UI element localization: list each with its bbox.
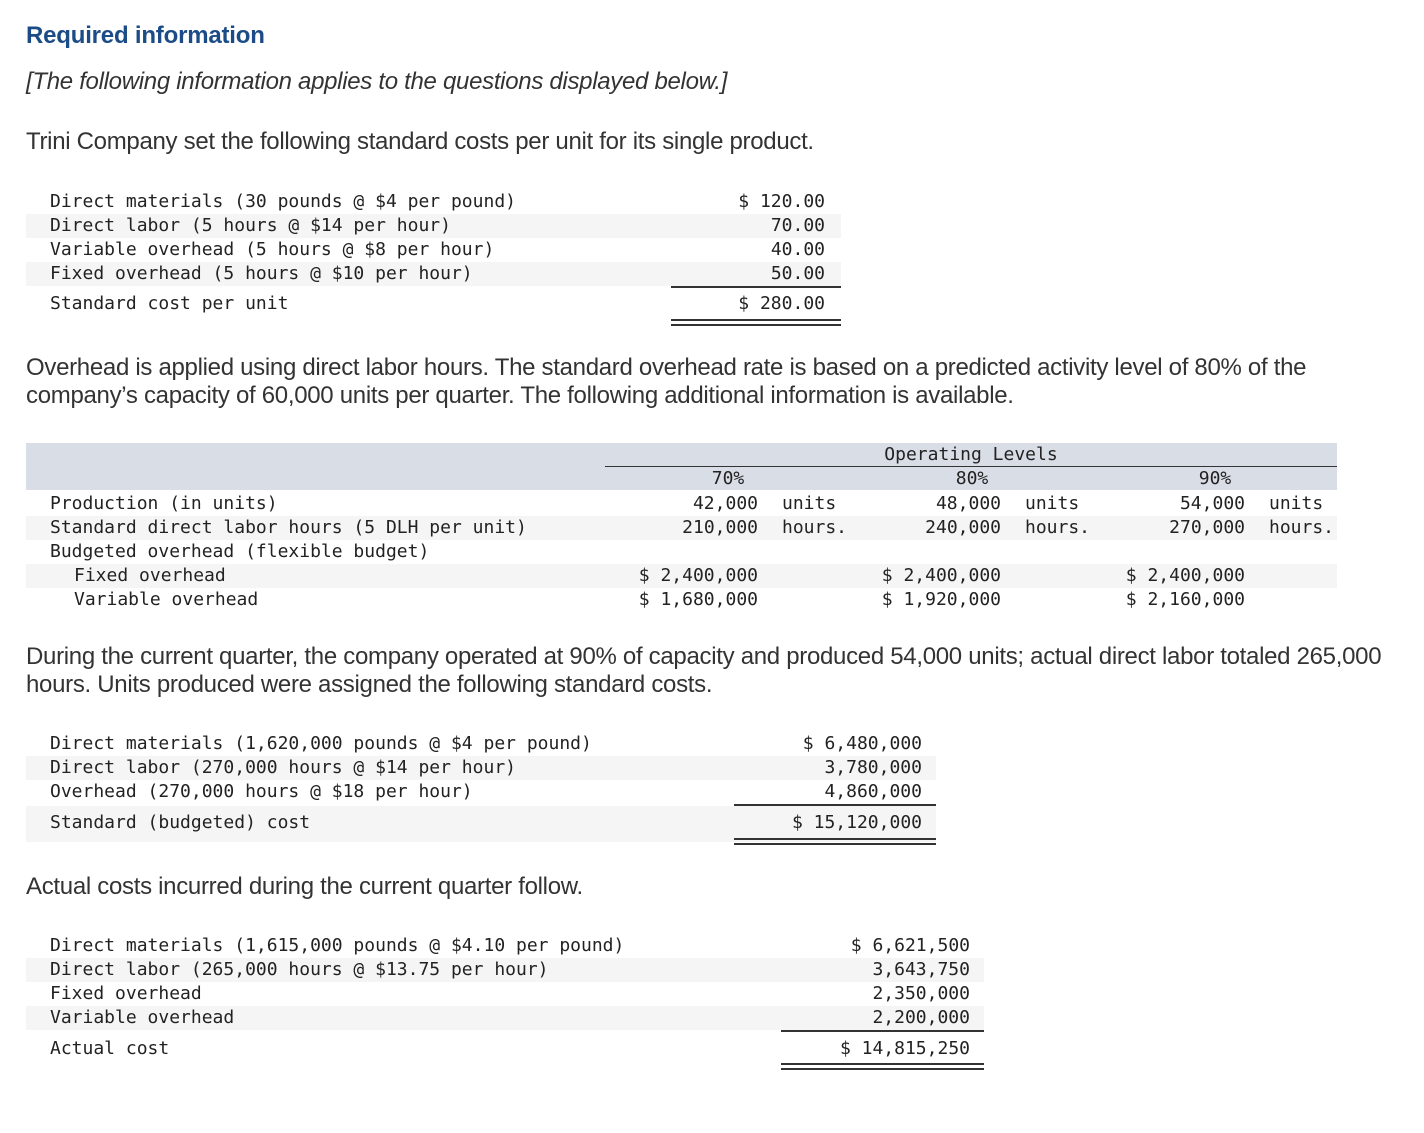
row-label: Fixed overhead xyxy=(50,983,202,1004)
value-80: $ 1,920,000 xyxy=(881,589,1001,610)
total-value: $ 15,120,000 xyxy=(791,812,922,833)
table-row xyxy=(26,958,984,982)
table-row xyxy=(26,780,936,804)
row-value: 3,780,000 xyxy=(824,757,922,778)
table-row xyxy=(26,238,841,262)
quarter-paragraph: During the current quarter, the company operated at 90% of capacity and produced 54,000 units; actual direct labor totaled 265,000 hours. Units produced were assigned the following standard costs. xyxy=(26,643,1382,698)
table-row xyxy=(26,214,841,238)
row-value: 40.00 xyxy=(770,239,825,260)
value-80: 240,000 xyxy=(925,517,1001,538)
row-value: $ 6,480,000 xyxy=(802,733,922,754)
table-row xyxy=(26,732,936,756)
group-header-row xyxy=(26,443,1337,467)
row-label: Direct materials (1,620,000 pounds @ $4 per pound) xyxy=(50,733,592,754)
row-label: Fixed overhead xyxy=(74,565,226,586)
column-header-70: 70% xyxy=(711,468,745,489)
row-label: Variable overhead xyxy=(50,1007,235,1028)
group-header: Operating Levels xyxy=(884,444,1058,465)
row-label: Budgeted overhead (flexible budget) xyxy=(50,541,430,562)
column-header-80: 80% xyxy=(955,468,989,489)
table-row xyxy=(26,588,1337,612)
row-label: Overhead (270,000 hours @ $18 per hour) xyxy=(50,781,473,802)
total-row xyxy=(26,1037,984,1061)
unit-90: hours. xyxy=(1269,517,1335,538)
value-90: 54,000 xyxy=(1179,493,1245,514)
total-label: Actual cost xyxy=(50,1038,170,1059)
row-value: 2,200,000 xyxy=(872,1007,970,1028)
row-label: Direct labor (5 hours @ $14 per hour) xyxy=(50,215,451,236)
unit-70: hours. xyxy=(782,517,848,538)
row-label: Fixed overhead (5 hours @ $10 per hour) xyxy=(50,263,473,284)
page-subtitle: [The following information applies to the questions displayed below.] xyxy=(26,68,728,95)
row-value: $ 120.00 xyxy=(738,191,825,212)
value-80: 48,000 xyxy=(935,493,1001,514)
overhead-paragraph: Overhead is applied using direct labor hours. The standard overhead rate is based on a predicted activity level of 80% of the company’s capacity of 60,000 units per quarter. The following additional information is available. xyxy=(26,354,1307,409)
table-row xyxy=(26,564,1337,588)
column-header-row xyxy=(26,467,1337,491)
unit-90: units xyxy=(1269,493,1324,514)
table-row xyxy=(26,190,841,214)
row-value: 3,643,750 xyxy=(872,959,970,980)
unit-80: units xyxy=(1025,493,1080,514)
value-70: $ 2,400,000 xyxy=(638,565,758,586)
value-70: 42,000 xyxy=(692,493,758,514)
value-90: $ 2,400,000 xyxy=(1125,565,1245,586)
subtotal-rule xyxy=(671,286,841,288)
row-label: Direct labor (270,000 hours @ $14 per hour) xyxy=(50,757,516,778)
total-row xyxy=(26,292,841,316)
total-label: Standard cost per unit xyxy=(50,293,289,314)
value-90: 270,000 xyxy=(1169,517,1245,538)
table-row xyxy=(26,982,984,1006)
row-value: 50.00 xyxy=(770,263,825,284)
row-value: 70.00 xyxy=(770,215,825,236)
table-row xyxy=(26,516,1337,540)
table-row xyxy=(26,540,1337,564)
table-row xyxy=(26,492,1337,516)
value-90: $ 2,160,000 xyxy=(1125,589,1245,610)
table-row xyxy=(26,756,936,780)
row-label: Standard direct labor hours (5 DLH per unit) xyxy=(50,517,527,538)
row-label: Direct labor (265,000 hours @ $13.75 per hour) xyxy=(50,959,549,980)
unit-80: hours. xyxy=(1025,517,1091,538)
table-row xyxy=(26,262,841,286)
total-value: $ 280.00 xyxy=(738,293,825,314)
total-row xyxy=(26,806,936,842)
column-header-90: 90% xyxy=(1198,468,1232,489)
row-label: Direct materials (1,615,000 pounds @ $4.10 per pound) xyxy=(50,935,625,956)
total-double-rule xyxy=(781,1063,984,1070)
row-value: 4,860,000 xyxy=(824,781,922,802)
value-70: 210,000 xyxy=(682,517,758,538)
page-title: Required information xyxy=(26,22,265,49)
row-value: $ 6,621,500 xyxy=(850,935,970,956)
row-label: Variable overhead xyxy=(74,589,259,610)
row-label: Variable overhead (5 hours @ $8 per hour) xyxy=(50,239,495,260)
actual-intro-text: Actual costs incurred during the current quarter follow. xyxy=(26,873,583,900)
intro-text: Trini Company set the following standard costs per unit for its single product. xyxy=(26,128,814,155)
row-value: 2,350,000 xyxy=(872,983,970,1004)
total-double-rule xyxy=(734,838,936,845)
total-double-rule xyxy=(671,319,841,326)
table-row xyxy=(26,1006,984,1030)
total-label: Standard (budgeted) cost xyxy=(50,812,311,833)
value-70: $ 1,680,000 xyxy=(638,589,758,610)
row-label: Direct materials (30 pounds @ $4 per pound) xyxy=(50,191,516,212)
table-row xyxy=(26,934,984,958)
unit-70: units xyxy=(782,493,837,514)
subtotal-rule xyxy=(781,1030,984,1032)
value-80: $ 2,400,000 xyxy=(881,565,1001,586)
row-label: Production (in units) xyxy=(50,493,278,514)
total-value: $ 14,815,250 xyxy=(839,1038,970,1059)
